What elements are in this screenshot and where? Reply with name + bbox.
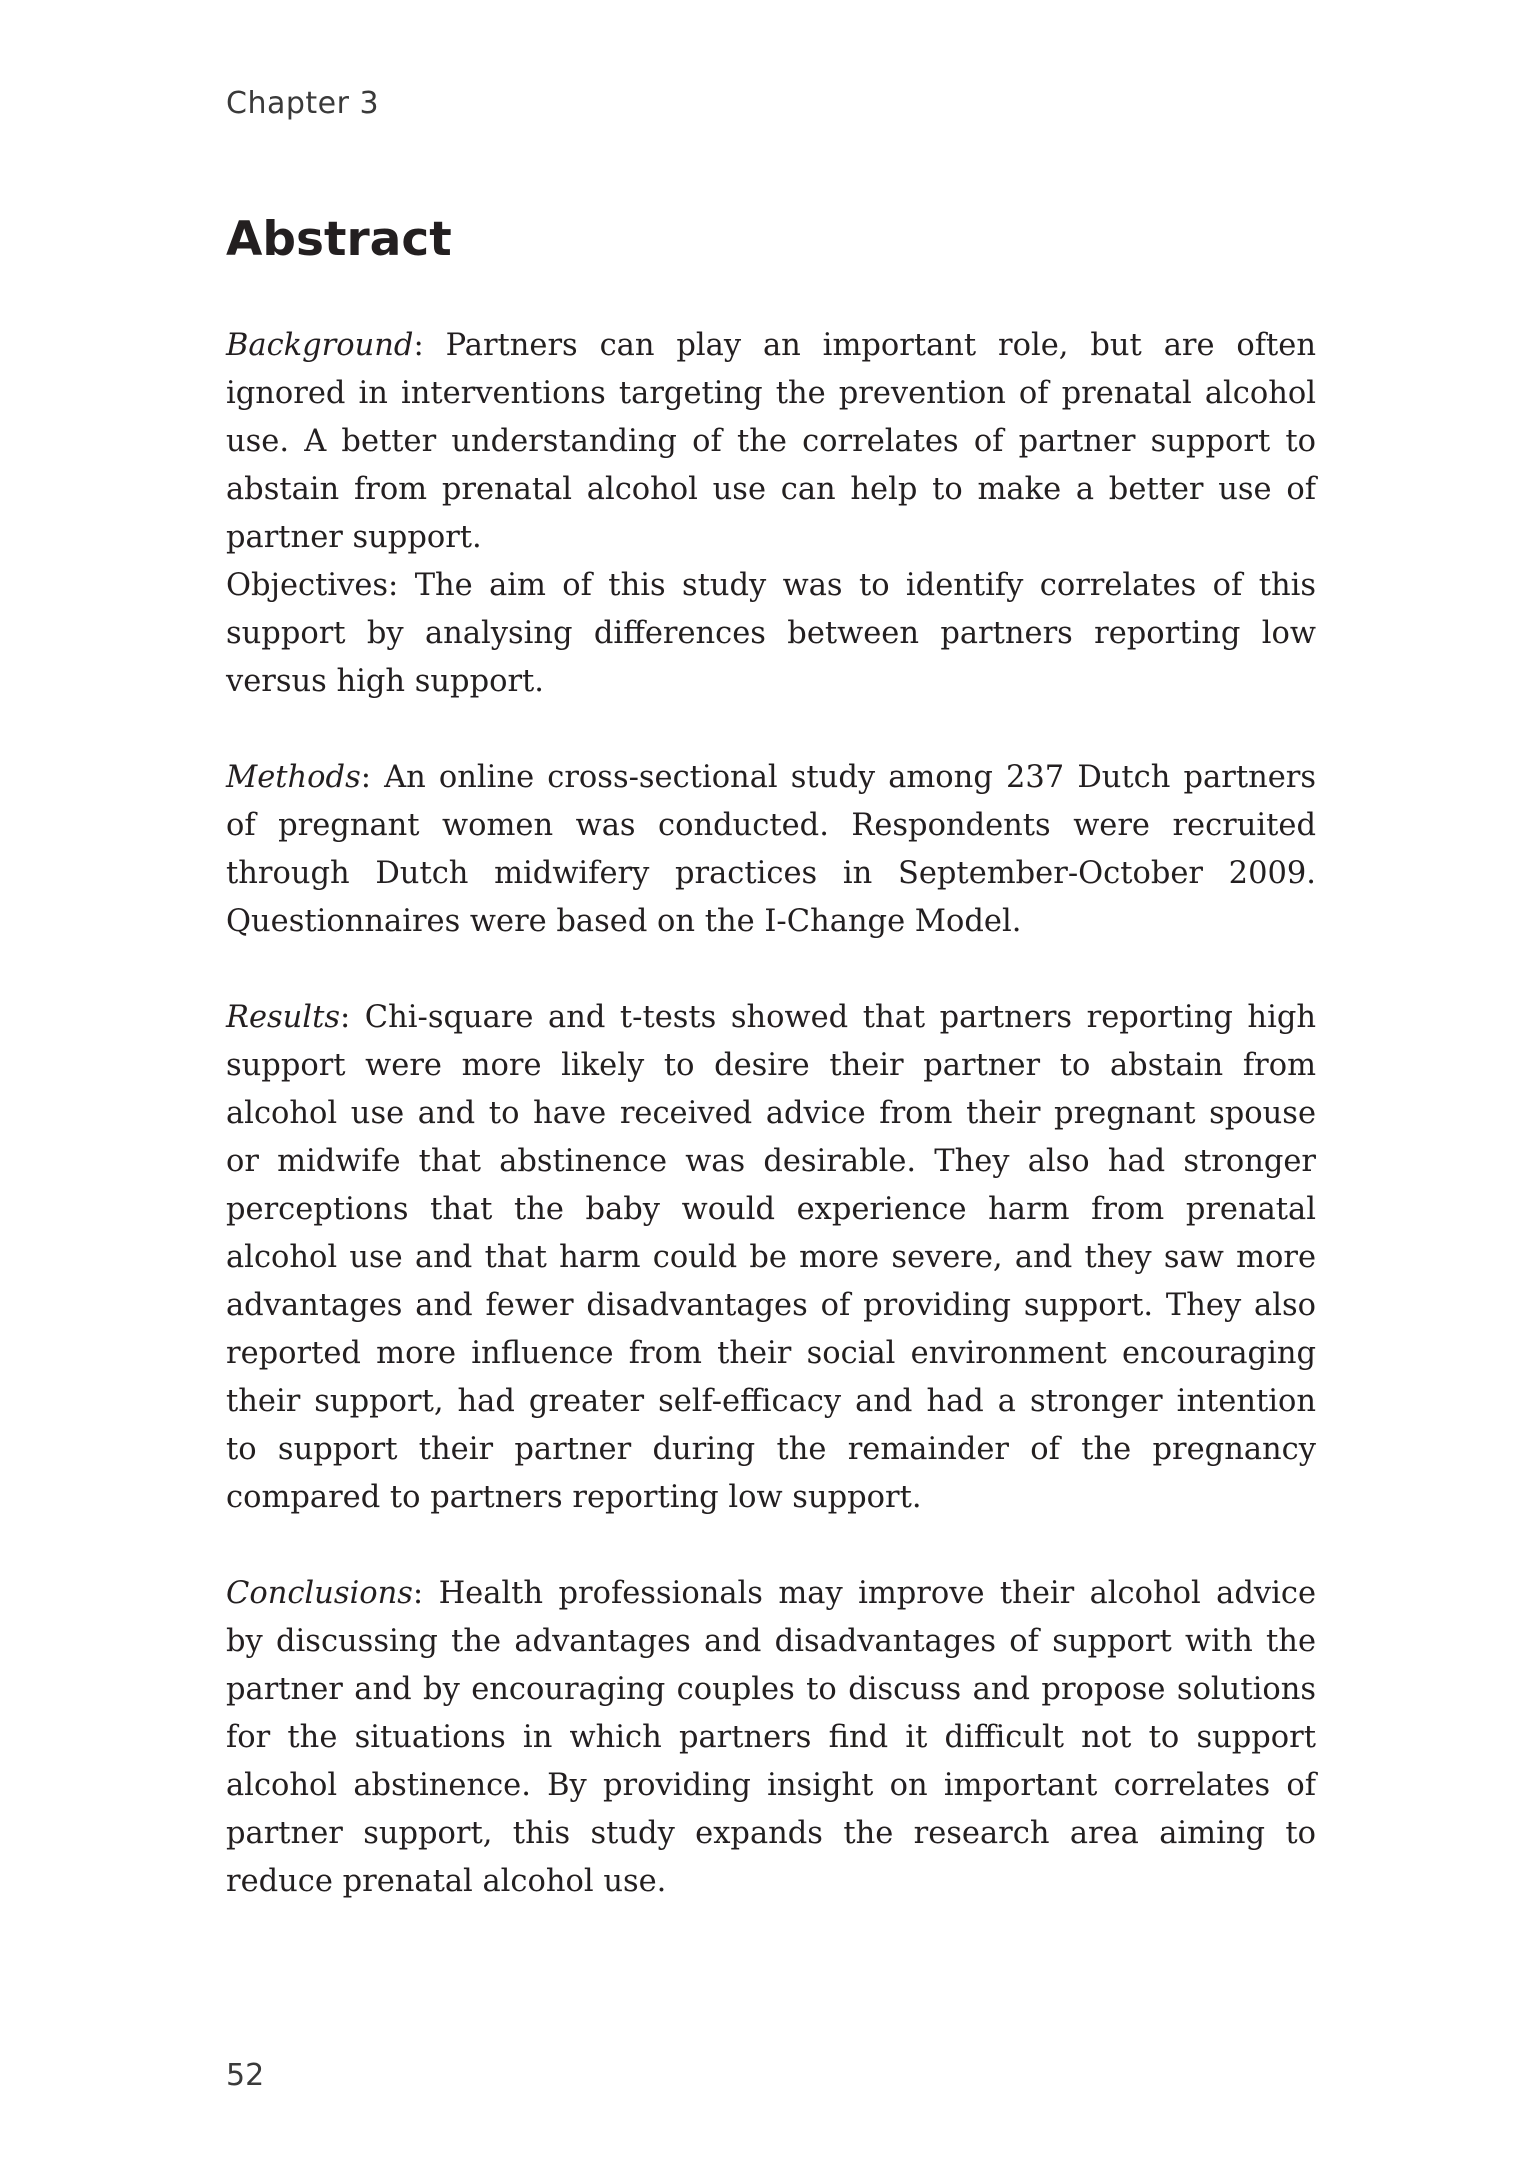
- results-paragraph: [226, 994, 1316, 1522]
- conclusions-label: Conclusions: [226, 1576, 413, 1611]
- conclusions-paragraph: [226, 1570, 1316, 1906]
- methods-paragraph: [226, 754, 1316, 946]
- methods-text: : An online cross-sectional study among 237 Dutch partners of pregnant women was conducted. Respondents were recruited through Dutch midwifery practices in September-October 2009. Questionnaires were based on the I-Change Model.: [226, 760, 1316, 939]
- background-text: : Partners can play an important role, but are often ignored in interventions targeting the prevention of prenatal alcohol use. A better understanding of the correlates of partner support to abstain from prenatal alcohol use can help to make a better use of partner support.: [226, 328, 1316, 555]
- running-head-chapter: Chapter 3: [226, 86, 380, 121]
- page-number: 52: [226, 2058, 265, 2093]
- methods-label: Methods: [226, 760, 361, 795]
- abstract-body: [226, 322, 1316, 1906]
- background-paragraph: [226, 322, 1316, 562]
- objectives-paragraph: Objectives: The aim of this study was to identify correlates of this support by analysing differences between partners reporting low versus high support.: [226, 568, 1316, 699]
- conclusions-text: : Health professionals may improve their alcohol advice by discussing the advantages and disadvantages of support with the partner and by encouraging couples to discuss and propose solutions for the situations in which partners find it difficult not to support alcohol abstinence. By providing insight on important correlates of partner support, this study expands the research area aiming to reduce prenatal alcohol use.: [226, 1576, 1316, 1899]
- background-label: Background: [226, 328, 414, 363]
- results-label: Results: [226, 1000, 340, 1035]
- results-text: : Chi-square and t-tests showed that partners reporting high support were more likely to desire their partner to abstain from alcohol use and to have received advice from their pregnant spouse or midwife that abstinence was desirable. They also had stronger perceptions that the baby would experience harm from prenatal alcohol use and that harm could be more severe, and they saw more advantages and fewer disadvantages of providing support. They also reported more influence from their social environment encouraging their support, had greater self-efficacy and had a stronger intention to support their partner during the remainder of the pregnancy compared to partners reporting low support.: [226, 1000, 1316, 1515]
- abstract-heading: Abstract: [226, 212, 452, 267]
